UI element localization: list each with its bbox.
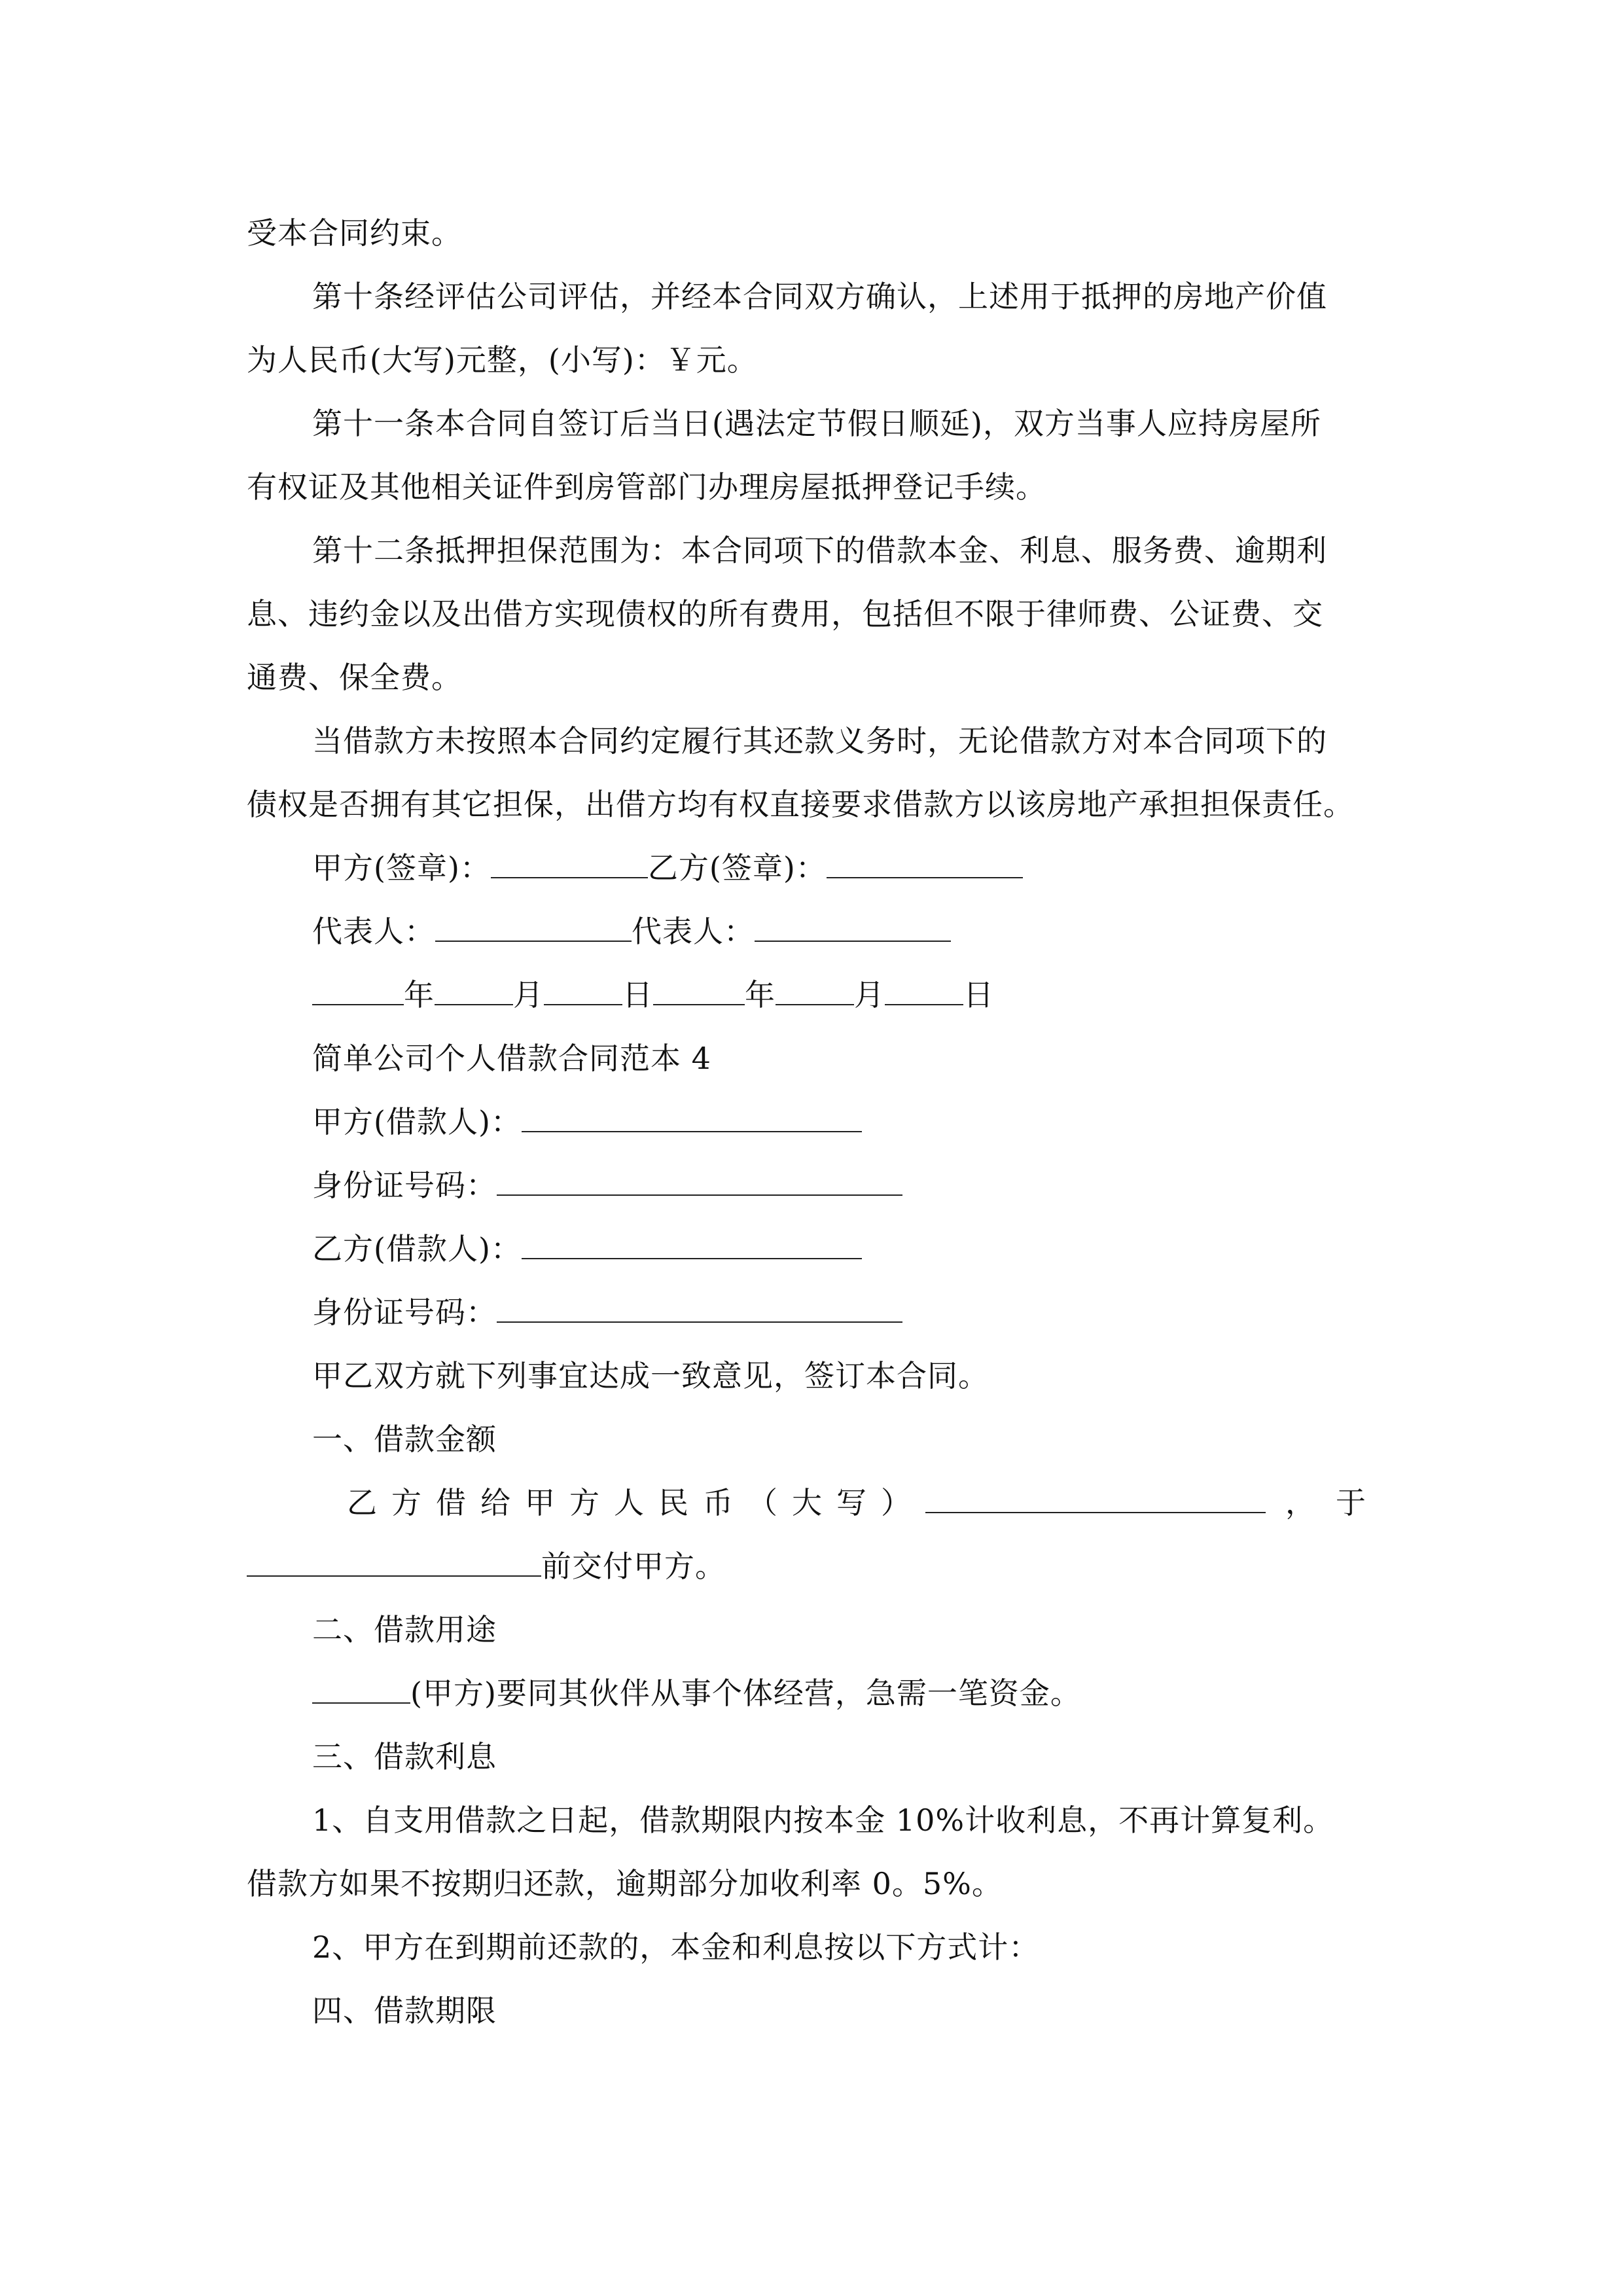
paragraph-line: 受本合同约束。 xyxy=(247,215,462,251)
date-blank[interactable] xyxy=(247,1547,541,1577)
day-label: 日 xyxy=(622,977,653,1013)
amount-prefix: 乙方借给甲方人民币（大写） xyxy=(347,1485,925,1520)
party-a-blank[interactable] xyxy=(522,1102,862,1132)
month-label: 月 xyxy=(513,977,544,1013)
paragraph-line: 通费、保全费。 xyxy=(247,660,462,695)
rep-label-a: 代表人： xyxy=(312,914,435,949)
heading-term: 四、借款期限 xyxy=(312,1993,497,2028)
party-b-label: 乙方(借款人)： xyxy=(312,1231,522,1266)
paragraph-line: 有权证及其他相关证件到房管部门办理房屋抵押登记手续。 xyxy=(247,469,1046,505)
interest-line: 借款方如果不按期归还款，逾期部分加收利率 0。5%。 xyxy=(247,1866,1003,1901)
purpose-text: (甲方)要同其伙伴从事个体经营，急需一笔资金。 xyxy=(410,1676,1081,1711)
party-a-sign-label: 甲方(签章)： xyxy=(312,850,491,886)
intro-line: 甲乙双方就下列事宜达成一致意见，签订本合同。 xyxy=(312,1358,989,1393)
paragraph-line: 当借款方未按照本合同约定履行其还款义务时，无论借款方对本合同项下的 xyxy=(312,723,1327,759)
date-line xyxy=(312,975,994,1014)
party-b-sign-label: 乙方(签章)： xyxy=(647,850,827,886)
party-a-sign-blank[interactable] xyxy=(491,848,648,878)
party-a-label: 甲方(借款人)： xyxy=(312,1104,522,1139)
party-b-field xyxy=(312,1229,862,1268)
purpose-line xyxy=(312,1674,1081,1713)
rep-b-blank[interactable] xyxy=(755,912,951,942)
year-label: 年 xyxy=(745,977,776,1013)
amount-yu: 于 xyxy=(1336,1485,1366,1520)
month-label: 月 xyxy=(854,977,885,1013)
paragraph-line: 第十一条本合同自签订后当日(遇法定节假日顺延)，双方当事人应持房屋所 xyxy=(312,406,1321,441)
heading-amount: 一、借款金额 xyxy=(312,1422,497,1457)
amount-line-2 xyxy=(247,1547,726,1586)
party-b-blank[interactable] xyxy=(522,1229,862,1259)
year-blank[interactable] xyxy=(653,975,745,1005)
day-blank[interactable] xyxy=(885,975,963,1005)
heading-interest: 三、借款利息 xyxy=(312,1739,497,1774)
paragraph-line: 第十二条抵押担保范围为：本合同项下的借款本金、利息、服务费、逾期利 xyxy=(312,533,1327,568)
id-a-field xyxy=(312,1166,902,1205)
representative-line xyxy=(312,912,951,951)
month-blank[interactable] xyxy=(776,975,854,1005)
rep-label-b: 代表人： xyxy=(632,914,755,949)
interest-line: 1、自支用借款之日起，借款期限内按本金 10%计收利息，不再计算复利。 xyxy=(312,1803,1334,1838)
day-blank[interactable] xyxy=(544,975,622,1005)
paragraph-line: 息、违约金以及出借方实现债权的所有费用，包括但不限于律师费、公证费、交 xyxy=(247,596,1323,632)
paragraph-line: 第十条经评估公司评估，并经本合同双方确认，上述用于抵押的房地产价值 xyxy=(312,279,1327,314)
month-blank[interactable] xyxy=(435,975,513,1005)
amount-comma: ， xyxy=(1285,1485,1316,1520)
paragraph-line: 为人民币(大写)元整，(小写)：￥元。 xyxy=(247,342,758,378)
day-label: 日 xyxy=(963,977,994,1013)
id-b-blank[interactable] xyxy=(497,1293,902,1323)
id-b-field xyxy=(312,1293,902,1332)
amount-suffix: 前交付甲方。 xyxy=(541,1549,726,1584)
party-a-field xyxy=(312,1102,862,1141)
amount-line xyxy=(347,1483,1366,1522)
party-b-sign-blank[interactable] xyxy=(827,848,1023,878)
id-b-label: 身份证号码： xyxy=(312,1295,497,1330)
signature-line xyxy=(312,848,1023,888)
section-title: 简单公司个人借款合同范本 4 xyxy=(312,1041,711,1076)
rep-a-blank[interactable] xyxy=(435,912,632,942)
purpose-blank[interactable] xyxy=(312,1674,410,1704)
id-a-blank[interactable] xyxy=(497,1166,902,1196)
paragraph-line: 债权是否拥有其它担保，出借方均有权直接要求借款方以该房地产承担担保责任。 xyxy=(247,787,1354,822)
year-blank[interactable] xyxy=(312,975,404,1005)
heading-purpose: 二、借款用途 xyxy=(312,1612,497,1647)
amount-blank[interactable] xyxy=(925,1483,1266,1513)
interest-line: 2、甲方在到期前还款的，本金和利息按以下方式计： xyxy=(312,1929,1040,1965)
id-a-label: 身份证号码： xyxy=(312,1168,497,1203)
year-label: 年 xyxy=(404,977,435,1013)
